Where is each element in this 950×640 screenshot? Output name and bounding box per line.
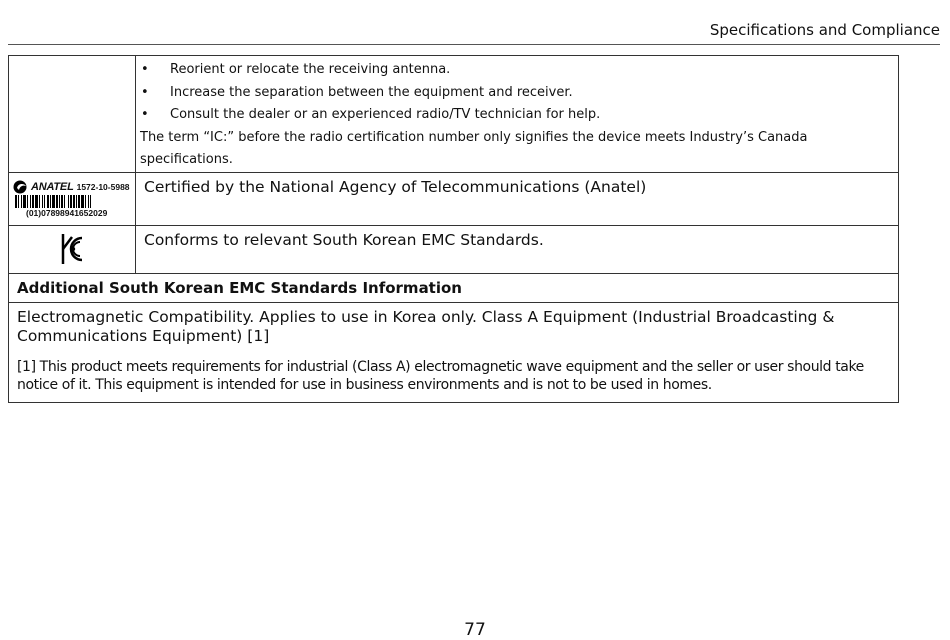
interference-bullets [140, 59, 892, 127]
anatel-row [9, 173, 899, 226]
page-header [8, 18, 940, 45]
anatel-wordmark: ANATEL [31, 181, 74, 193]
bullet-icon: • [141, 107, 149, 122]
anatel-swirl-icon [13, 180, 30, 194]
bullet-text: Consult the dealer or an experienced radio/TV technician for help. [170, 107, 601, 122]
bullet-item [140, 104, 892, 127]
header-title: Specifications and Compliance [709, 21, 940, 39]
ic-note: The term “IC:” before the radio certification number only signifies the device meets Industry’s Canada specifications. [140, 129, 808, 167]
fcc-row [9, 56, 899, 173]
korea-emc-info-cell [9, 303, 899, 403]
compliance-table [8, 55, 899, 403]
bullet-text: Increase the separation between the equipment and receiver. [170, 84, 573, 100]
kc-description: Conforms to relevant South Korean EMC Standards. [136, 226, 899, 274]
bullet-icon: • [141, 84, 149, 100]
kc-mark-icon [60, 233, 84, 265]
bullet-item [140, 59, 892, 82]
anatel-logo [9, 173, 135, 218]
anatel-cert-number: 1572-10-5988 [76, 182, 130, 192]
korea-info-row [9, 303, 899, 403]
page-number: 77 [464, 620, 486, 640]
anatel-logo-cell [9, 173, 136, 226]
bullet-icon: • [141, 62, 149, 77]
korea-emc-heading: Additional South Korean EMC Standards Information [9, 274, 899, 303]
kc-logo-cell [9, 226, 136, 274]
bullet-item [140, 82, 892, 105]
empty-cell [9, 56, 136, 173]
korea-heading-row [9, 274, 899, 303]
emc-class-statement: Electromagnetic Compatibility. Applies to use in Korea only. Class A Equipment (Industrial Broadcasting & Communications Equipment) [1] [17, 308, 835, 345]
emc-footnote: [1] This product meets requirements for industrial (Class A) electromagnetic wave equipment and the seller or user should take notice of it. This equipment is intended for use in business environments and is not to be used in homes. [17, 359, 864, 393]
fcc-instructions-cell [136, 56, 899, 173]
kc-row [9, 226, 899, 274]
barcode-image [15, 195, 135, 208]
bullet-text: Reorient or relocate the receiving antenna. [170, 62, 451, 77]
anatel-description: Certified by the National Agency of Telecommunications (Anatel) [136, 173, 899, 226]
barcode-number: (01)07898941652029 [26, 208, 108, 218]
